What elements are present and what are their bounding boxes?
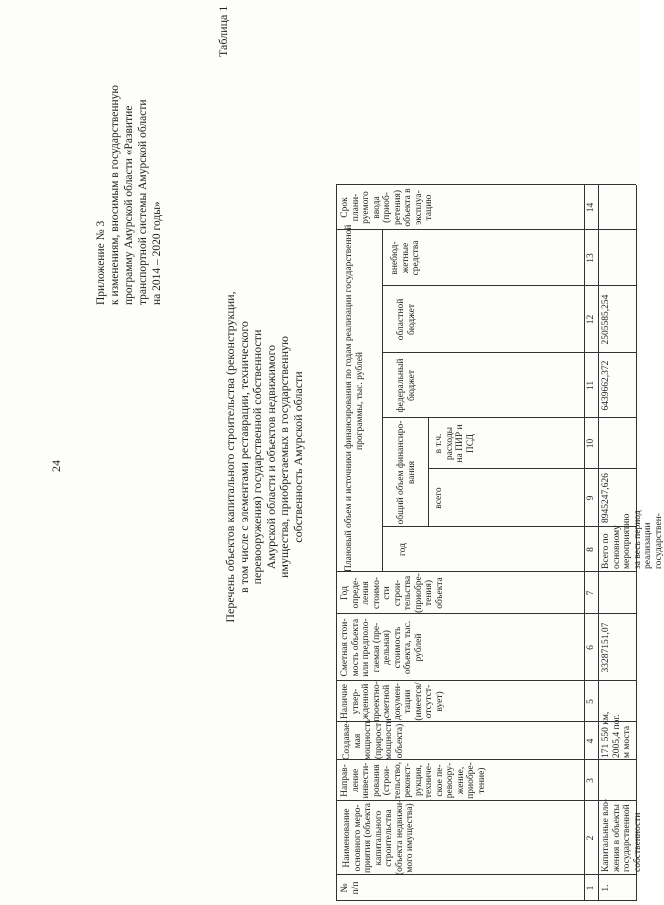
column-number: 6 xyxy=(586,645,596,650)
header-direction: Направ- ление инвести- рования (строи- тельство, реконст- рукция, техниче- ское пе- ревоору- жение, приобре- тение) xyxy=(340,761,487,800)
column-number: 14 xyxy=(586,202,596,213)
header-total-group: общий объем финансиро- вания xyxy=(396,420,417,525)
table-rule xyxy=(382,230,383,572)
column-number: 4 xyxy=(586,738,596,744)
row-name: Капитальные вло- жения в объекты государственной собственности xyxy=(601,798,643,872)
appendix-heading xyxy=(94,85,164,305)
header-pir: в т.ч. расходы на ПИР и ПСД xyxy=(434,424,476,463)
column-number: 10 xyxy=(586,438,596,449)
header-name: Наименование основного меро- приятия (объекта капитального строительства (объекта недвижи- мого имущества) xyxy=(342,799,415,875)
row-federal: 6439662,372 xyxy=(601,360,611,411)
header-federal: федеральный бюджет xyxy=(396,358,417,413)
table-rule xyxy=(336,185,337,901)
appendix-line: Приложение № 3 xyxy=(95,220,107,305)
document-title xyxy=(224,177,305,737)
table-rule xyxy=(382,352,636,353)
appendix-line: программу Амурской области «Развитие xyxy=(123,105,135,305)
header-financing-group: Плановый объем и источники финансирования по годам реализации государственной программы, тыс. рублей xyxy=(344,224,365,572)
header-psd: Наличие утвер- жденной проектно- сметной докумен- тации (имеется/ отсутст- вует) xyxy=(340,681,445,722)
row-cost: 33287151,07 xyxy=(601,622,611,673)
row-total: 8945247,626 xyxy=(601,473,611,523)
appendix-line: к изменениям, вносимым в государственную xyxy=(109,85,121,305)
appendix-line: транспортной системы Амурской области xyxy=(137,99,149,305)
header-cost-year: Год опреде- ления стоимо- сти строи- тельства (приобре- тения) объекта xyxy=(340,573,445,613)
page-number: 24 xyxy=(49,460,63,472)
column-number: 7 xyxy=(586,590,596,596)
title-line: собственность Амурской области xyxy=(290,371,305,543)
row-capacity: 171 550 км, 2005,4 пог. м моста xyxy=(601,711,632,758)
row-year: Всего по основному мероприятию за весь период реализации государствен- xyxy=(601,510,664,569)
column-number: 5 xyxy=(586,699,596,704)
title-line: в том числе с элементами реставрации, технического xyxy=(236,321,251,593)
header-cost: Сметная стои- мость объекта или предполо- гаемая (пре- дельная) стоимость объекта, тыс. рублей xyxy=(340,618,424,677)
header-year: год xyxy=(398,543,408,556)
header-capacity: Создавае- мая мощность (прирост мощности объекта) xyxy=(342,718,405,760)
row-number: 1. xyxy=(601,884,611,892)
title-line: Перечень объектов капитального строительства (реконструкции, xyxy=(223,291,237,623)
table-rule xyxy=(382,417,636,418)
column-number: 1 xyxy=(586,885,596,891)
appendix-line: на 2014 – 2020 годы» xyxy=(151,201,163,305)
header-number: № п/п xyxy=(340,881,361,895)
table-rule xyxy=(428,418,429,527)
title-line: перевооружения) государственной собственности xyxy=(250,329,264,585)
title-line: имущества, приобретаемых в государственную xyxy=(277,336,291,578)
column-number: 11 xyxy=(586,380,596,391)
column-number: 9 xyxy=(586,495,596,501)
column-number: 12 xyxy=(586,314,596,325)
table-rule xyxy=(382,526,636,527)
table-rule xyxy=(584,185,585,901)
table-caption: Таблица 1 xyxy=(216,5,230,57)
header-extra: внебюд- жетные средства xyxy=(390,240,421,276)
header-deadline: Срок плани- руемого ввода (приоб- ретения) объекта в эксплуа- тацию xyxy=(340,188,434,227)
table-rule xyxy=(598,185,599,901)
row-regional: 2505585,254 xyxy=(601,294,611,345)
header-regional: областной бюджет xyxy=(396,298,417,341)
header-total: всего xyxy=(434,487,444,509)
column-number: 13 xyxy=(586,253,596,263)
column-number: 2 xyxy=(586,835,596,841)
column-number: 8 xyxy=(586,547,596,552)
title-line: Амурской области и объектов недвижимого xyxy=(263,344,278,570)
column-number: 3 xyxy=(586,778,596,783)
